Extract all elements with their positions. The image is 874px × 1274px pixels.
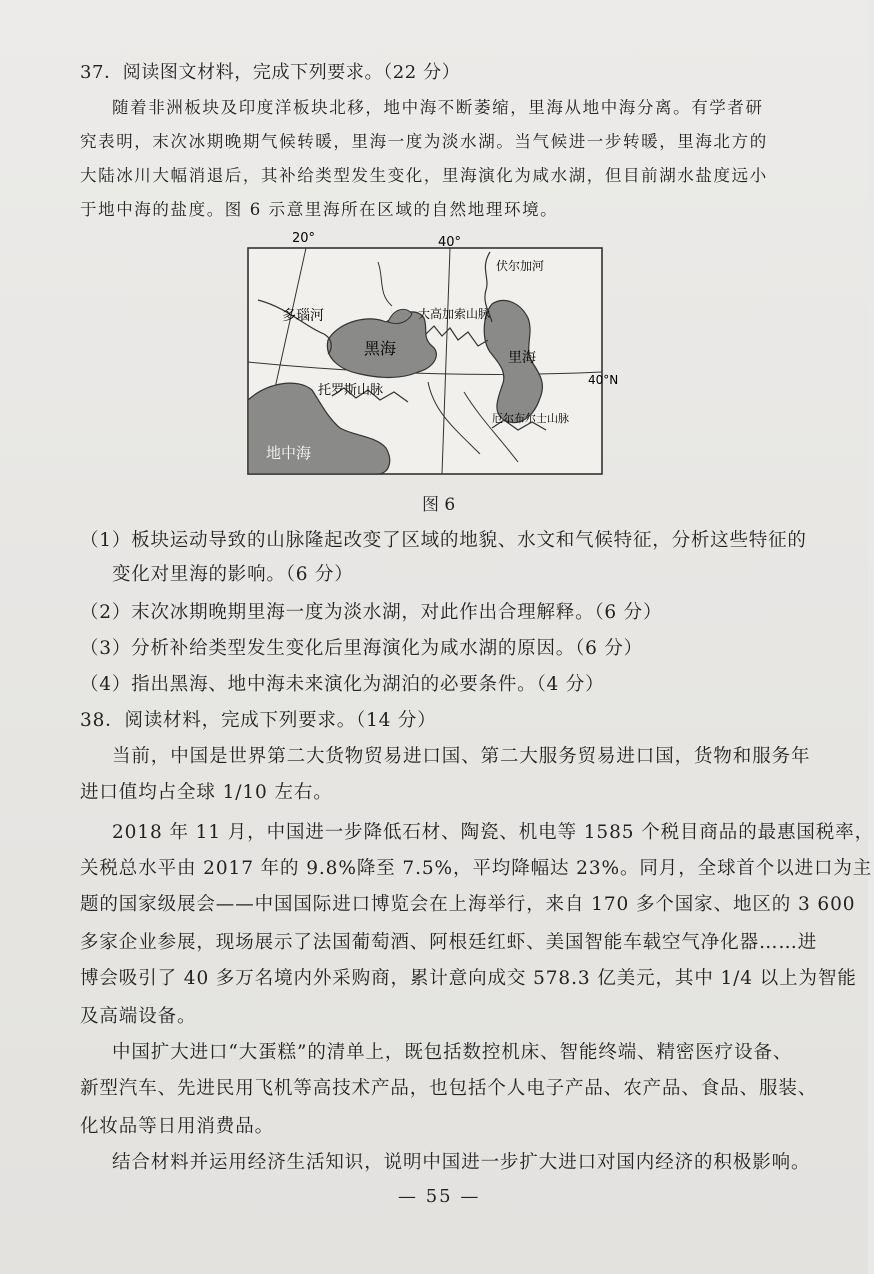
q37-paragraph-line: 于地中海的盐度。图 6 示意里海所在区域的自然地理环境。 bbox=[80, 200, 559, 219]
q38-line: 博会吸引了 40 多万名境内外采购商，累计意向成交 578.3 亿美元，其中 1/4 以上为智能 bbox=[80, 968, 857, 989]
q38-line: 关税总水平由 2017 年的 9.8%降至 7.5%，平均降幅达 23%。同月，全球首个以进口为主 bbox=[80, 858, 873, 879]
label-caspian-sea: 里海 bbox=[508, 350, 536, 366]
figure-6-map bbox=[228, 222, 619, 484]
q37-paragraph-line: 随着非洲板块及印度洋板块北移，地中海不断萎缩，里海从地中海分离。有学者研 bbox=[112, 98, 764, 117]
q37-paragraph-line: 究表明，末次冰期晚期气候转暖，里海一度为淡水湖。当气候进一步转暖，里海北方的 bbox=[80, 132, 768, 151]
question-38-heading: 38．阅读材料，完成下列要求。（14 分） bbox=[80, 710, 437, 731]
q38-line: 及高端设备。 bbox=[80, 1006, 197, 1027]
q38-line: 新型汽车、先进民用飞机等高技术产品，也包括个人电子产品、农产品、食品、服装、 bbox=[80, 1078, 818, 1099]
label-elburz: 厄尔布尔士山脉 bbox=[492, 412, 569, 425]
q37-paragraph-line: 大陆冰川大幅消退后，其补给类型发生变化，里海演化为咸水湖，但目前湖水盐度远小 bbox=[80, 166, 768, 185]
q37-subquestion-1: （1）板块运动导致的山脉隆起改变了区域的地貌、水文和气候特征，分析这些特征的 bbox=[80, 530, 807, 551]
label-danube: 多瑙河 bbox=[282, 308, 324, 324]
map-svg bbox=[228, 222, 619, 484]
q38-line: 当前，中国是世界第二大货物贸易进口国、第二大服务贸易进口国，货物和服务年 bbox=[112, 746, 811, 767]
label-lon-40: 40° bbox=[438, 235, 462, 250]
label-lat-40n: 40°N bbox=[588, 373, 619, 387]
page-number: — 55 — bbox=[398, 1186, 481, 1207]
label-taurus: 托罗斯山脉 bbox=[318, 383, 384, 398]
q37-subquestion-4: （4）指出黑海、地中海未来演化为湖泊的必要条件。（4 分） bbox=[80, 674, 605, 695]
label-black-sea: 黑海 bbox=[364, 339, 397, 358]
q38-line: 中国扩大进口“大蛋糕”的清单上，既包括数控机床、智能终端、精密医疗设备、 bbox=[112, 1042, 793, 1063]
q37-subquestion-1-cont: 变化对里海的影响。（6 分） bbox=[112, 564, 354, 585]
q38-line: 2018 年 11 月，中国进一步降低石材、陶瓷、机电等 1585 个税目商品的最惠国税率， bbox=[112, 822, 874, 843]
label-greater-caucasus: 大高加索山脉 bbox=[418, 307, 491, 321]
q38-line: 进口值均占全球 1/10 左右。 bbox=[80, 782, 333, 803]
label-volga: 伏尔加河 bbox=[496, 259, 545, 273]
q38-line: 多家企业参展，现场展示了法国葡萄酒、阿根廷红虾、美国智能车载空气净化器……进 bbox=[80, 932, 818, 953]
q37-subquestion-3: （3）分析补给类型发生变化后里海演化为咸水湖的原因。（6 分） bbox=[80, 638, 643, 659]
figure-caption: 图 6 bbox=[422, 495, 456, 515]
q37-subquestion-2: （2）末次冰期晚期里海一度为淡水湖，对此作出合理解释。（6 分） bbox=[80, 602, 663, 623]
label-lon-20: 20° bbox=[292, 231, 316, 246]
q38-line: 结合材料并运用经济生活知识，说明中国进一步扩大进口对国内经济的积极影响。 bbox=[112, 1152, 811, 1173]
q38-line: 题的国家级展会——中国国际进口博览会在上海举行，来自 170 多个国家、地区的 3 600 bbox=[80, 894, 856, 915]
question-37-heading: 37．阅读图文材料，完成下列要求。（22 分） bbox=[80, 62, 461, 83]
label-mediterranean: 地中海 bbox=[266, 444, 312, 462]
q38-line: 化妆品等日用消费品。 bbox=[80, 1116, 275, 1137]
